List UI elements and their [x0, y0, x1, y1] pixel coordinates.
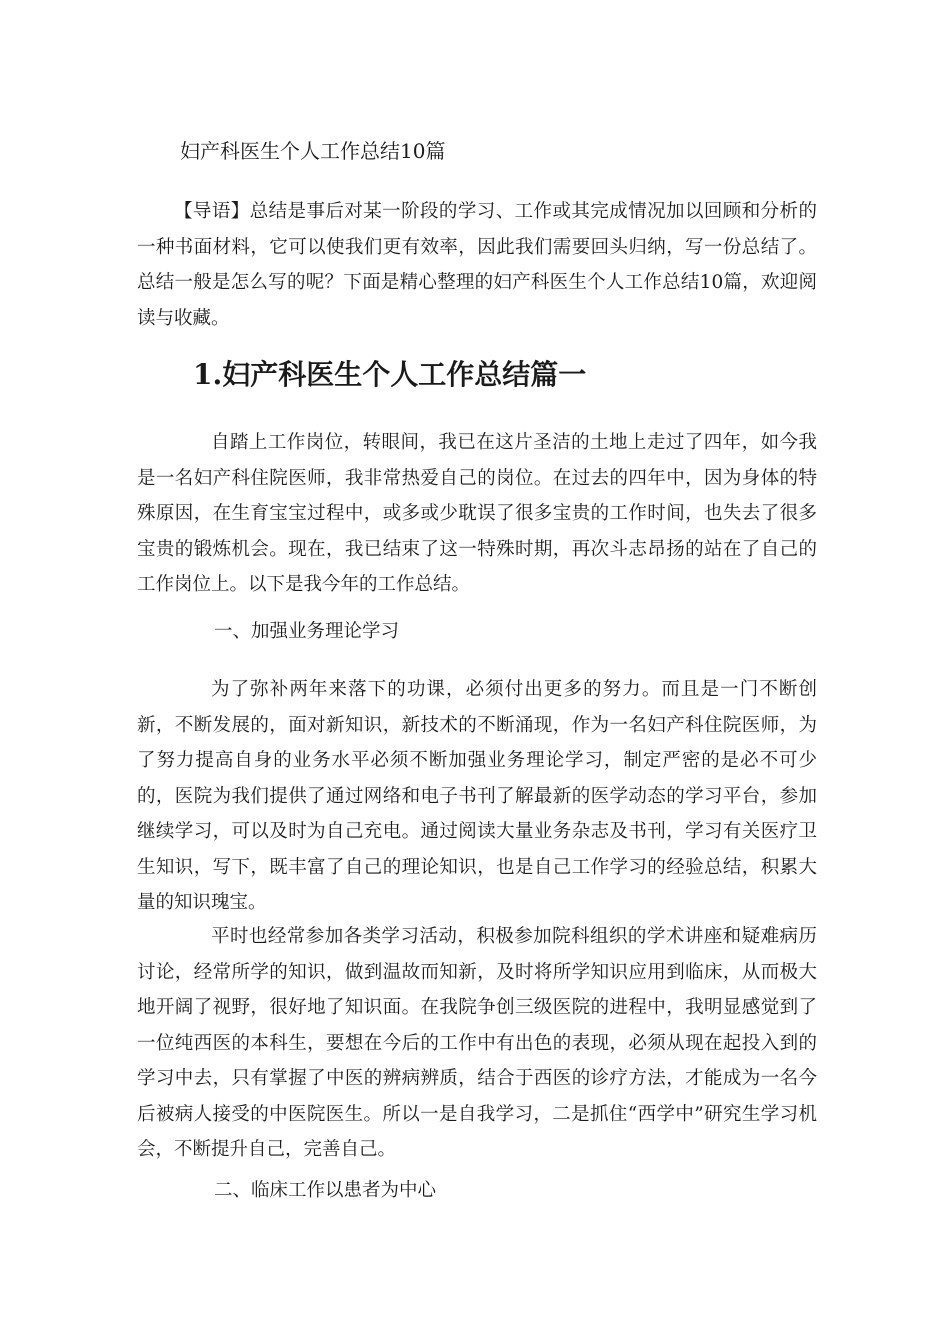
body-paragraph-2: 为了弥补两年来落下的功课，必须付出更多的努力。而且是一门不断创新，不断发展的，面对新知识，新技术的不断涌现，作为一名妇产科住院医师，为了努力提高自身的业务水平必须不断加强业务理论学习，制定严密的是必不可少的，医院为我们提供了通过网络和电子书刊了解最新的医学动态的学习平台，参加继续学习，可以及时为自己充电。通过阅读大量业务杂志及书刊，学习有关医疗卫生知识，写下，既丰富了自己的理论知识，也是自己工作学习的经验总结，积累大量的知识瑰宝。	[137, 679, 817, 913]
subheading-1: 一、加强业务理论学习	[214, 621, 400, 642]
body-paragraph-3: 平时也经常参加各类学习活动，积极参加院科组织的学术讲座和疑难病历讨论，经常所学的知识，做到温故而知新，及时将所学知识应用到临床，从而极大地开阔了视野，很好地了知识面。在我院争创三级医院的进程中，我明显感觉到了一位纯西医的本科生，要想在今后的工作中有出色的表现，必须从现在起投入到的学习中去，只有掌握了中医的辨病辨质，结合于西医的诊疗方法，才能成为一名今后被病人接受的中医院医生。所以一是自我学习，二是抓住“西学中”研究生学习机会，不断提升自己，完善自己。	[137, 926, 817, 1160]
document-title: 妇产科医生个人工作总结10篇	[180, 139, 446, 163]
subheading-2: 二、临床工作以患者为中心	[214, 1180, 437, 1201]
body-paragraph-1: 自踏上工作岗位，转眼间，我已在这片圣洁的土地上走过了四年，如今我是一名妇产科住院医师，我非常热爱自己的岗位。在过去的四年中，因为身体的特殊原因，在生育宝宝过程中，或多或少耽误了很多宝贵的工作时间，也失去了很多宝贵的锻炼机会。现在，我已结束了这一特殊时期，再次斗志昂扬的站在了自己的工作岗位上。以下是我今年的工作总结。	[137, 432, 817, 595]
intro-paragraph: 【导语】总结是事后对某一阶段的学习、工作或其完成情况加以回顾和分析的一种书面材料，它可以使我们更有效率，因此我们需要回头归纳，写一份总结了。总结一般是怎么写的呢？下面是精心整理的妇产科医生个人工作总结10篇，欢迎阅读与收藏。	[137, 201, 817, 329]
section-heading: 1.妇产科医生个人工作总结篇一	[193, 358, 587, 391]
